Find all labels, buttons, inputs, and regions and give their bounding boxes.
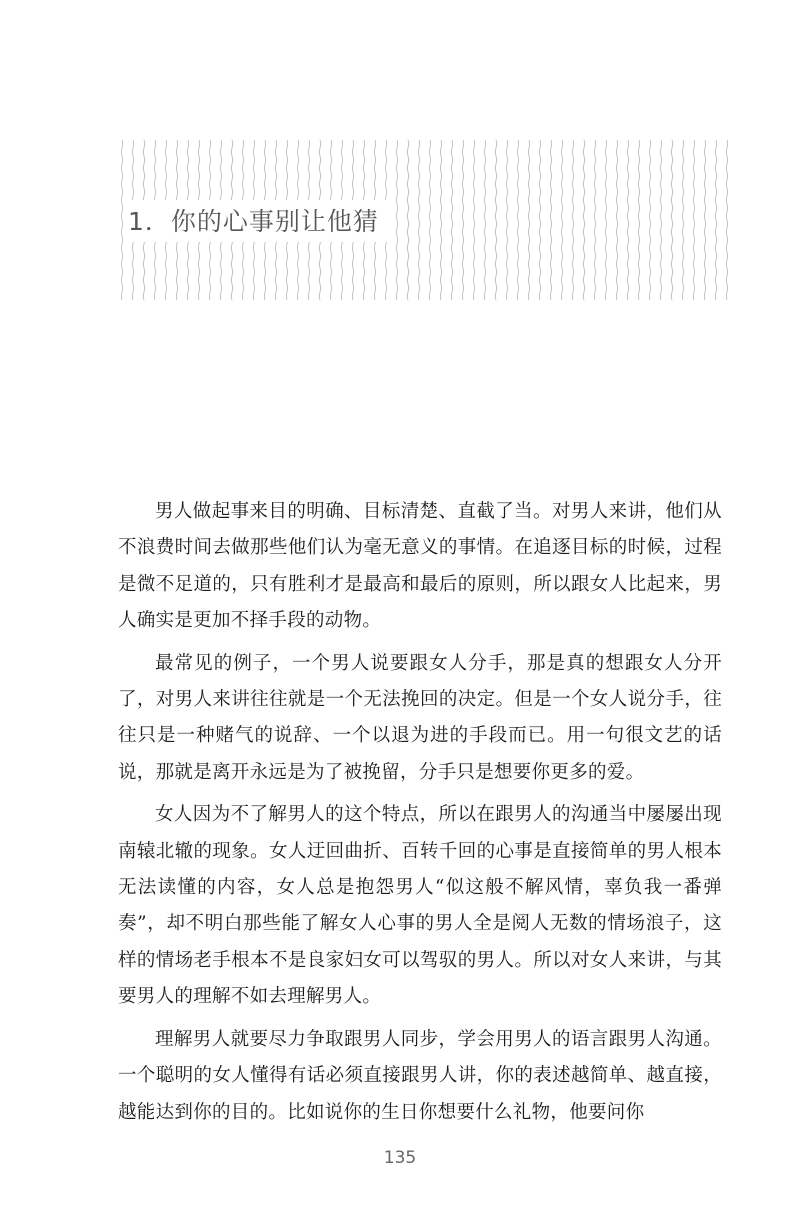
wavy-line	[121, 140, 122, 300]
wavy-line	[682, 140, 683, 300]
wavy-line	[583, 140, 584, 300]
wavy-line	[649, 140, 650, 300]
wavy-line	[517, 140, 518, 300]
wavy-line	[561, 140, 562, 300]
wavy-line	[451, 140, 452, 300]
wavy-line	[572, 140, 573, 300]
wavy-line	[550, 140, 551, 300]
paragraph-4: 理解男人就要尽力争取跟男人同步，学会用男人的语言跟男人沟通。一个聪明的女人懂得有话必须直接跟男人讲，你的表述越简单、越直接，越能达到你的目的。比如说你的生日你想要什么礼物，他要问你	[118, 1028, 722, 1123]
wavy-line	[638, 140, 639, 300]
wavy-line	[704, 140, 705, 300]
wavy-line	[627, 140, 628, 300]
wavy-line	[594, 140, 595, 300]
paragraph-1: 男人做起事来目的明确、目标清楚、直截了当。对男人来讲，他们从不浪费时间去做那些他们认为毫无意义的事情。在追逐目标的时候，过程是微不足道的，只有胜利才是最高和最后的原则，所以跟女人比起来，男人确实是更加不择手段的动物。	[118, 501, 722, 632]
wavy-line	[528, 140, 529, 300]
wavy-line	[539, 140, 540, 300]
wavy-line	[440, 140, 441, 300]
wavy-line	[462, 140, 463, 300]
wavy-line	[495, 140, 496, 300]
wavy-line	[726, 140, 727, 300]
wavy-line	[616, 140, 617, 300]
wavy-line	[715, 140, 716, 300]
wavy-line	[418, 140, 419, 300]
chapter-title: 1．你的心事别让他猜	[128, 200, 391, 242]
paragraph-2: 最常见的例子，一个男人说要跟女人分手，那是真的想跟女人分开了，对男人来讲往往就是一个无法挽回的决定。但是一个女人说分手，往往只是一种赌气的说辞、一个以退为进的手段而已。用一句很文艺的话说，那就是离开永远是为了被挽留，分手只是想要你更多的爱。	[118, 652, 722, 783]
wavy-line	[484, 140, 485, 300]
wavy-line	[407, 140, 408, 300]
wavy-line	[429, 140, 430, 300]
wavy-line	[693, 140, 694, 300]
wavy-line	[671, 140, 672, 300]
wavy-line	[396, 140, 397, 300]
wavy-line	[473, 140, 474, 300]
body-text	[118, 494, 722, 1137]
wavy-line	[506, 140, 507, 300]
paragraph-3: 女人因为不了解男人的这个特点，所以在跟男人的沟通当中屡屡出现南辕北辙的现象。女人迂回曲折、百转千回的心事是直接简单的男人根本无法读懂的内容，女人总是抱怨男人“似这般不解风情，辜负我一番弹奏”，却不明白那些能了解女人心事的男人全是阅人无数的情场浪子，这样的情场老手根本不是良家妇女可以驾驭的男人。所以对女人来讲，与其要男人的理解不如去理解男人。	[118, 804, 722, 1008]
wavy-line	[660, 140, 661, 300]
wavy-line	[605, 140, 606, 300]
page-number: 135	[383, 1148, 417, 1168]
